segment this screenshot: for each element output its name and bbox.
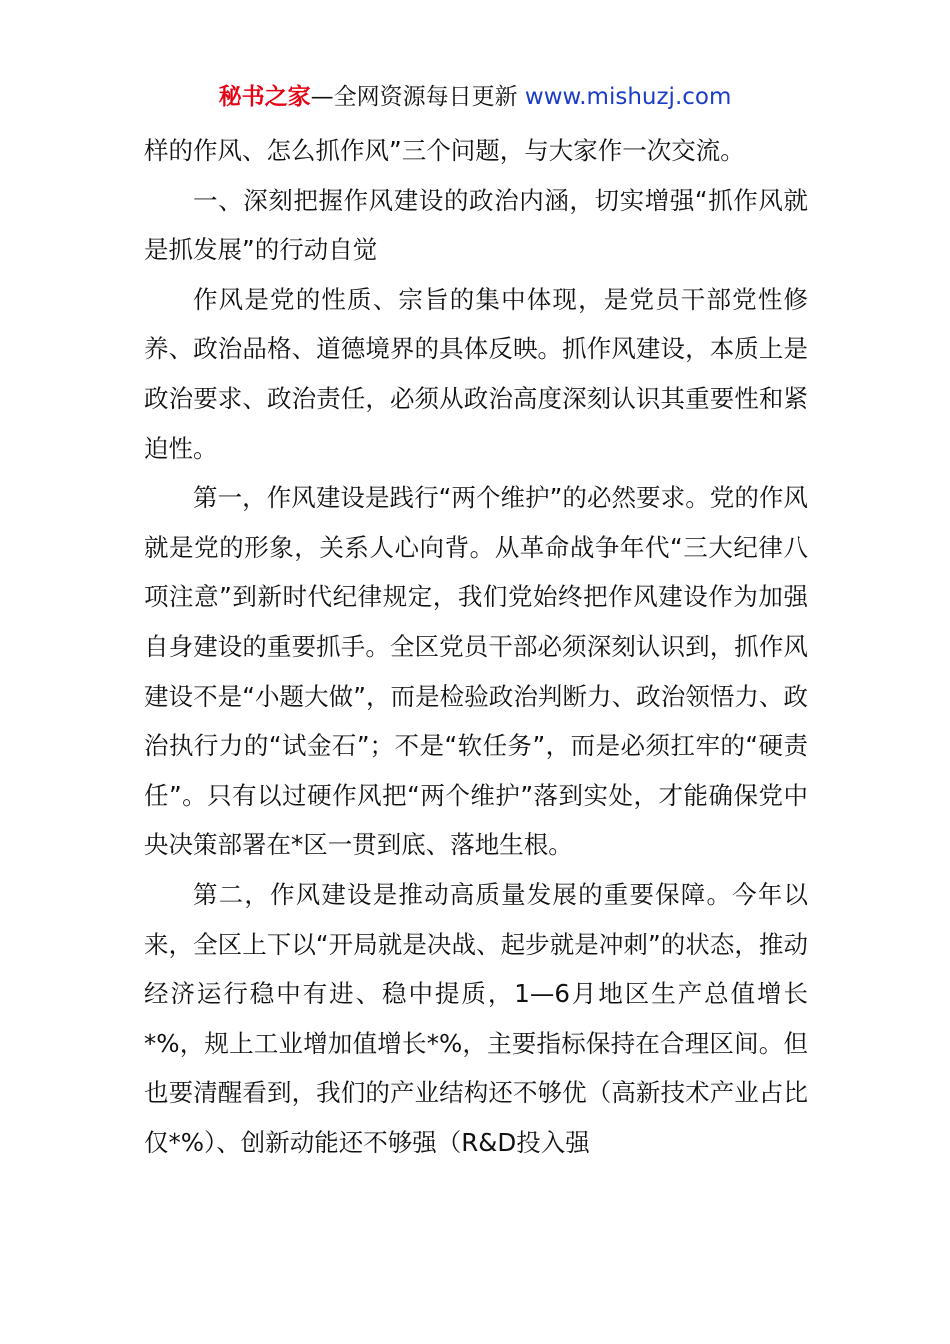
page-header	[0, 80, 950, 114]
paragraph: 第二，作风建设是推动高质量发展的重要保障。今年以来，全区上下以“开局就是决战、起步就是冲刺”的状态，推动经济运行稳中有进、稳中提质，1—6月地区生产总值增长*%，规上工业增加值增长*%，主要指标保持在合理区间。但也要清醒看到，我们的产业结构还不够优（高新技术产业占比仅*%）、创新动能还不够强（R&D投入强	[144, 879, 808, 1157]
paragraph: 作风是党的性质、宗旨的集中体现，是党员干部党性修养、政治品格、道德境界的具体反映。抓作风建设，本质上是政治要求、政治责任，必须从政治高度深刻认识其重要性和紧迫性。	[144, 284, 808, 463]
paragraph-continuation: 样的作风、怎么抓作风”三个问题，与大家作一次交流。	[144, 136, 745, 165]
header-tagline: —全网资源每日更新	[310, 84, 525, 110]
paragraph: 第一，作风建设是践行“两个维护”的必然要求。党的作风就是党的形象，关系人心向背。从革命战争年代“三大纪律八项注意”到新时代纪律规定，我们党始终把作风建设作为加强自身建设的重要抓手。全区党员干部必须深刻认识到，抓作风建设不是“小题大做”，而是检验政治判断力、政治领悟力、政治执行力的“试金石”；不是“软任务”，而是必须扛牢的“硬责任”。只有以过硬作风把“两个维护”落到实处，才能确保党中央决策部署在*区一贯到底、落地生根。	[144, 483, 808, 860]
brand-name: 秘书之家	[218, 84, 311, 110]
document-body	[144, 126, 808, 1167]
section-heading: 一、深刻把握作风建设的政治内涵，切实增强“抓作风就是抓发展”的行动自觉	[144, 185, 808, 265]
site-url[interactable]: www.mishuzj.com	[524, 84, 732, 110]
